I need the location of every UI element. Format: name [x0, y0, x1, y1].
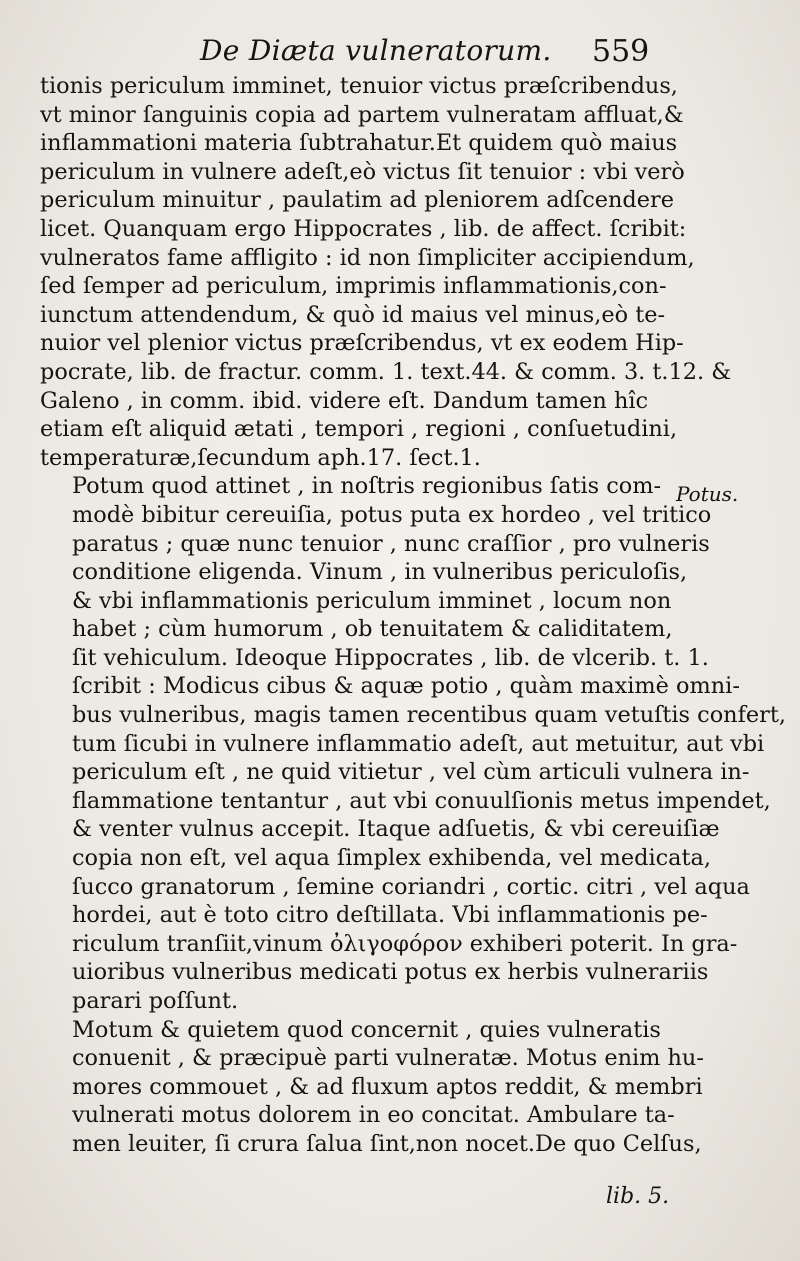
text-line: copia non eſt, vel aqua ſimplex exhibenda, vel medicata,	[72, 845, 711, 872]
text-line: ſit vehiculum. Ideoque Hippocrates , lib. de vlcerib. t. 1.	[72, 644, 709, 671]
paragraph-drink	[40, 472, 786, 1015]
text-line: conuenit , & præcipuè parti vulneratæ. Motus enim hu-	[72, 1045, 704, 1072]
text-line: & vbi inflammationis periculum imminet , locum non	[72, 587, 672, 614]
text-line: periculum eſt , ne quid vitietur , vel cùm articuli vulnera in-	[72, 759, 750, 786]
text-line: habet ; cùm humorum , ob tenuitatem & caliditatem,	[72, 616, 673, 643]
text-line: nuior vel plenior victus præſcribendus, vt ex eodem Hip-	[40, 330, 684, 357]
text-line: Potum quod attinet , in noſtris regionibus ſatis com-	[72, 473, 662, 500]
text-line: modè bibitur cereuiſia, potus puta ex hordeo , vel tritico	[72, 501, 712, 528]
text-line: iunctum attendendum, & quò id maius vel minus,eò te-	[40, 301, 666, 328]
text-line: tionis periculum imminet, tenuior victus præſcribendus,	[40, 73, 678, 99]
text-line: periculum in vulnere adeſt,eò victus ſit tenuior : vbi verò	[40, 158, 685, 185]
text-line: flammatione tentantur , aut vbi conuulſionis metus impendet,	[72, 787, 771, 814]
text-line: licet. Quanquam ergo Hippocrates , lib. de affect. ſcribit:	[40, 215, 687, 242]
text-line: mores commouet , & ad fluxum aptos reddit, & membri	[72, 1073, 703, 1100]
text-line: conditione eligenda. Vinum , in vulneribus periculoſis,	[72, 559, 688, 586]
text-line: hordei, aut è toto citro deſtillata. Vbi inflammationis pe-	[72, 902, 708, 929]
body-text	[40, 72, 786, 1159]
text-line: inflammationi materia ſubtrahatur.Et quidem quò maius	[40, 130, 678, 157]
text-line: bus vulneribus, magis tamen recentibus quam vetuſtis confert,	[72, 702, 786, 729]
text-line: parari poſſunt.	[72, 988, 239, 1014]
text-line: Motum & quietem quod concernit , quies vulneratis	[72, 1016, 661, 1043]
text-line: periculum minuitur , paulatim ad pleniorem adſcendere	[40, 187, 674, 214]
text-line: temperaturæ,ſecundum aph.17. ſect.1.	[40, 444, 481, 471]
catchword: lib. 5.	[606, 1184, 670, 1209]
text-line: ſed ſemper ad periculum, imprimis inflammationis,con-	[40, 273, 667, 300]
text-line: vt minor ſanguinis copia ad partem vulneratam affluat,&	[40, 101, 684, 128]
text-line: men leuiter, ſi crura ſalua ſint,non nocet.De quo Celſus,	[72, 1130, 702, 1157]
text-line: etiam eſt aliquid ætati , tempori , regioni , conſuetudini,	[40, 416, 678, 443]
text-line: ſcribit : Modicus cibus & aquæ potio , quàm maximè omni-	[72, 673, 740, 700]
running-head: De Diæta vulneratorum.	[200, 34, 552, 67]
paragraph-motion	[40, 1016, 704, 1159]
text-line: vulnerati motus dolorem in eo concitat. Ambulare ta-	[72, 1102, 675, 1129]
text-line: uioribus vulneribus medicati potus ex herbis vulnerariis	[72, 959, 709, 986]
text-line: riculum tranſiit,vinum ὀλιγοφόρον exhiberi poterit. In gra-	[72, 930, 738, 957]
marginal-note: Potus.	[676, 482, 739, 506]
text-line: tum ſicubi in vulnere inflammatio adeſt, aut metuitur, aut vbi	[72, 730, 765, 757]
text-line: vulneratos fame affligito : id non ſimpliciter accipiendum,	[40, 244, 695, 271]
paragraph-diet	[40, 72, 732, 472]
text-line: Galeno , in comm. ibid. videre eſt. Dandum tamen hîc	[40, 387, 649, 414]
text-line: ſucco granatorum , ſemine coriandri , cortic. citri , vel aqua	[72, 873, 750, 900]
text-line: paratus ; quæ nunc tenuior , nunc craſſior , pro vulneris	[72, 530, 710, 557]
text-line: pocrate, lib. de fractur. comm. 1. text.44. & comm. 3. t.12. &	[40, 358, 732, 385]
page-number: 559	[592, 34, 650, 69]
text-line: & venter vulnus accepit. Itaque adſuetis, & vbi cereuiſiæ	[72, 816, 720, 843]
